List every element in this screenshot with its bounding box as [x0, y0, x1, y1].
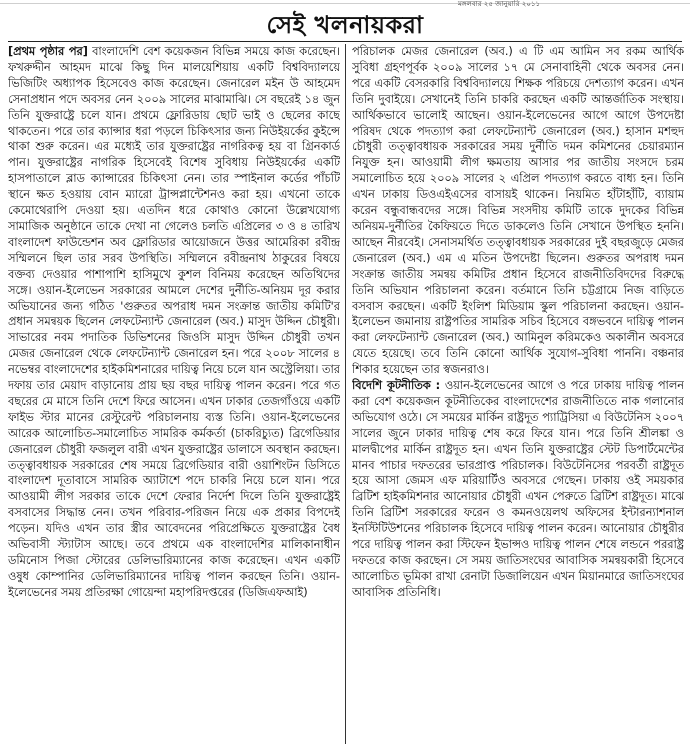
page-header-text: মঙ্গলবার ২৫ জানুয়ারি ২০১১	[458, 0, 540, 8]
right-paragraph-1: পরিচালক মেজর জেনারেল (অব.) এ টি এম আমিন সব রকম আর্থিক সুবিধা গ্রহণপূর্বক ২০০৯ সালের ১৭ মে সেনাবাহিনী থেকে অবসর নেন। পরে একটি বেসরকারি বিশ্ববিদ্যালয়ে শিক্ষক পরিচয়ে দেশত্যাগ করেন। এখন তিনি দুবাইয়ে। সেখানেই তিনি চাকরি করছেন একটি আন্তর্জাতিক সংস্থায়। আর্থিকভাবে ভালোই আছেন। ওয়ান-ইলেভেনের আগে আগে উপদেষ্টা পরিষদ থেকে পদত্যাগ করা লেফটেন্যান্ট জেনারেল (অব.) হাসান মশহুদ চৌধুরী তত্ত্বাবধায়ক সরকারের সময় দুর্নীতি দমন কমিশনের চেয়ারম্যান নিযুক্ত হন। আওয়ামী লীগ ক্ষমতায় আসার পর জাতীয় সংসদে চরম সমালোচিত হয়ে ২০০৯ সালের ২ এপ্রিল পদত্যাগ করতে বাধ্য হন। তিনি এখন ঢাকায় ডিওএইএসের বাসায়ই থাকেন। নিয়মিত হাঁটাহাঁটি, ব্যায়াম করেন বন্ধুবান্ধবদের সঙ্গে। বিভিন্ন সংসদীয় কমিটি তাকে দুদকের বিভিন্ন অনিয়ম-দুর্নীতির কৈফিয়তে দিতে ডাকলেও তিনি সেখানে উপস্থিত হননি। আছেন নীরবেই। সেনাসমর্থিত তত্ত্বাবধায়ক সরকারের দুই বছরজুড়ে মেজর জেনারেল (অব.) এম এ মতিন উপদেষ্টা ছিলেন। গুরুতর অপরাধ দমন সংক্রান্ত জাতীয় সমন্বয় কমিটির প্রধান হিসেবে রাজনীতিবিদদের বিরুদ্ধে তিনি অভিযান পরিচালনা করেন। বর্তমানে তিনি চট্টগ্রামে নিজ বাড়িতে বসবাস করছেন। একটি ইংলিশ মিডিয়াম স্কুল পরিচালনা করছেন। ওয়ান-ইলেভেন জমানায় রাষ্ট্রপতির সামরিক সচিব হিসেবে বঙ্গভবনে দায়িত্ব পালন করা লেফটেন্যান্ট জেনারেল (অব.) আমিনুল করিমকেও অকালীন অবসরে যেতে হয়েছে। তবে তিনি কোনো আর্থিক সুযোগ-সুবিধা পাননি। বঞ্চনার শিকার হয়েছেন তার স্বজনরাও।	[352, 45, 684, 377]
header-rule	[0, 3, 690, 4]
left-body-text: বাংলাদেশি বেশ কয়েকজন বিভিন্ন সময়ে কাজ করেছেন। ফখরুদ্দীন আহমদ মাঝে কিছু দিন মালয়েশিয়ায় একটি বিশ্ববিদ্যালয়ে ভিজিটিং অধ্যাপক হিসেবেও কাজ করেছেন। জেনারেল মইন উ আহমেদ সেনাপ্রধান পদে অবসর নেন ২০০৯ সালের মাঝামাঝি। সে বছরেই ১৪ জুন তিনি যুক্তরাষ্ট্রে চলে যান। প্রথমে ফ্লোরিডায় ছোট ভাই ও ছেলের কাছে থাকতেন। পরে তার ক্যান্সার ধরা পড়লে চিকিৎসার জন্য নিউইয়র্কের কুইন্সে থাকা শুরু করেন। এর মধ্যেই তার যুক্তরাষ্ট্রের নাগরিকত্ব হয় বা গ্রিনকার্ড পান। যুক্তরাষ্ট্রের নাগরিক হিসেবেই বিশেষ সুবিধায় নিউইয়র্কের একটি হাসপাতালে ব্লাড ক্যান্সারের চিকিৎসা নেন। তার স্পাইনাল কর্ডের পাঁচটি স্থানে ক্ষত হওয়ায় বোন ম্যারো ট্রান্সপ্লান্টেশনও করা হয়। এখনো তাকে কেমোথেরাপি দেওয়া হয়। এতদিন ধরে কোথাও কোনো উল্লেখযোগ্য সামাজিক অনুষ্ঠানে তাকে দেখা না গেলেও চলতি এপ্রিলের ৩ ও ৪ তারিখ বাংলাদেশ ফাউন্ডেশন অব ফ্লোরিডার আয়োজনে উত্তর আমেরিকা রবীন্দ্র সম্মিলনে ছিল তার সরব উপস্থিতি। সম্মিলনে রবীন্দ্রনাথ ঠাকুরের বিষয়ে বক্তব্য দেওয়ার পাশাপাশি হাসিমুখে কুশল বিনিময় করেছেন অতিথিদের সঙ্গে। ওয়ান-ইলেভেন সরকারের আমলে দেশের দুর্নীতি-অনিয়ম দূর করার অভিযানের জন্য গঠিত 'গুরুতর অপরাধ দমন সংক্রান্ত জাতীয় কমিটি'র প্রধান সমন্বয়ক ছিলেন লেফটেন্যান্ট জেনারেল (অব.) মাসুদ উদ্দিন চৌধুরী। সাভারের নবম পদাতিক ডিভিশনের জিওসি মাসুদ উদ্দিন চৌধুরী তখন মেজর জেনারেল থেকে লেফটেন্যান্ট জেনারেল হন। পরে ২০০৮ সালের ৪ নভেম্বর বাংলাদেশের হাইকমিশনারের দায়িত্ব নিয়ে চলে যান অস্ট্রেলিয়া। তার দফায় তার মেয়াদ বাড়ানোয় প্রায় ছয় বছর দায়িত্ব পালন করেন। পরে গত বছরের মে মাসে তিনি দেশে ফিরে আসেন। এখন ঢাকার তেজগাঁওয়ে একটি ফাইভ স্টার মানের রেস্টুরেন্ট পরিচালনায় ব্যস্ত তিনি। ওয়ান-ইলেভেনের আরেক আলোচিত-সমালোচিত সামরিক কর্মকর্তা (চাকরিচ্যুত) ব্রিগেডিয়ার জেনারেল চৌধুরী ফজলুল বারী এখন যুক্তরাষ্ট্রের ডালাসে অবস্থান করছেন। তত্ত্বাবধায়ক সরকারের শেষ সময়ে ব্রিগেডিয়ার বারী ওয়াশিংটন ডিসিতে বাংলাদেশ দূতাবাসে সামরিক অ্যাটাশে পদে চাকরি নিয়ে চলে যান। পরে আওয়ামী লীগ সরকার তাকে দেশে ফেরার নির্দেশ দিলে তিনি যুক্তরাষ্ট্রেই বসবাসের সিদ্ধান্ত নেন। তখন পরিবার-পরিজন নিয়ে এক প্রকার বিপদেই পড়েন। যদিও এখন তার স্ত্রীর আবেদনের পরিপ্রেক্ষিতে যুক্তরাষ্ট্রের বৈধ অভিবাসী স্ট্যাটাস আছে। তবে প্রথমে এক বাংলাদেশির মালিকানাধীন ডমিনোস পিজা স্টোরের ডেলিভারিম্যানের কাজ করেছেন। এখন একটি ওষুধ কোম্পানির ডেলিভারিম্যানের দায়িত্ব পালন করছেন তিনি। ওয়ান-ইলেভেনের সময় প্রতিরক্ষা গোয়েন্দা মহাপরিদপ্তরের (ডিজিএফআই)	[8, 45, 340, 599]
continuation-kicker: [প্রথম পৃষ্ঠার পর]	[8, 45, 88, 58]
article-column-right	[352, 44, 684, 744]
right-body-text-2: ওয়ান-ইলেভেনের আগে ও পরে ঢাকায় দায়িত্ব পালন করা বেশ কয়েকজন কূটনীতিকের বাংলাদেশের রাজনীতিতে নাক গলানোর অভিযোগ ওঠে। সে সময়ের মার্কিন রাষ্ট্রদূত প্যাট্রিসিয়া এ বিউটেনিস ২০০৭ সালের জুনে ঢাকার দায়িত্ব শেষ করে ফিরে যান। পরে তিনি শ্রীলঙ্কা ও মালদ্বীপের মার্কিন রাষ্ট্রদূত হন। এখন তিনি যুক্তরাষ্ট্রের স্টেট ডিপার্টমেন্টের মানব পাচার দফতরের ভারপ্রাপ্ত পরিচালক। বিউটেনিসের পরবর্তী রাষ্ট্রদূত হয়ে আসা জেমস এফ মরিয়ার্টিও অবসরে গেছেন। ঢাকায় ওই সময়কার ব্রিটিশ হাইকমিশনার আনোয়ার চৌধুরী এখন পেরুতে ব্রিটিশ রাষ্ট্রদূত। মাঝে তিনি ব্রিটিশ সরকারের ফরেন ও কমনওয়েলথ অফিসের ইন্টারন্যাশনাল ইনস্টিটিউশনের পরিচালক হিসেবে দায়িত্ব পালন করেন। আনোয়ার চৌধুরীর পরে দায়িত্ব পালন করা স্টিফেন ইভান্সও দায়িত্ব পালন শেষে লন্ডনে পররাষ্ট্র দফতরে কাজ করছেন। সে সময় জাতিসংঘের আবাসিক সমন্বয়কারী হিসেবে আলোচিত ভূমিকা রাখা রেনাটা ডিজালিয়েন এখন মিয়ানমারে জাতিসংঘের আবাসিক প্রতিনিধি।	[352, 379, 684, 599]
page-header-strip	[0, 0, 690, 8]
right-paragraph-2	[352, 378, 684, 601]
column-divider	[345, 44, 346, 744]
article-headline: সেই খলনায়করা	[266, 11, 424, 39]
left-paragraph	[8, 44, 340, 601]
section-kicker-diplomats: বিদেশি কূটনীতিক :	[352, 379, 441, 393]
article-column-left	[8, 44, 340, 744]
headline-rule	[8, 41, 682, 42]
